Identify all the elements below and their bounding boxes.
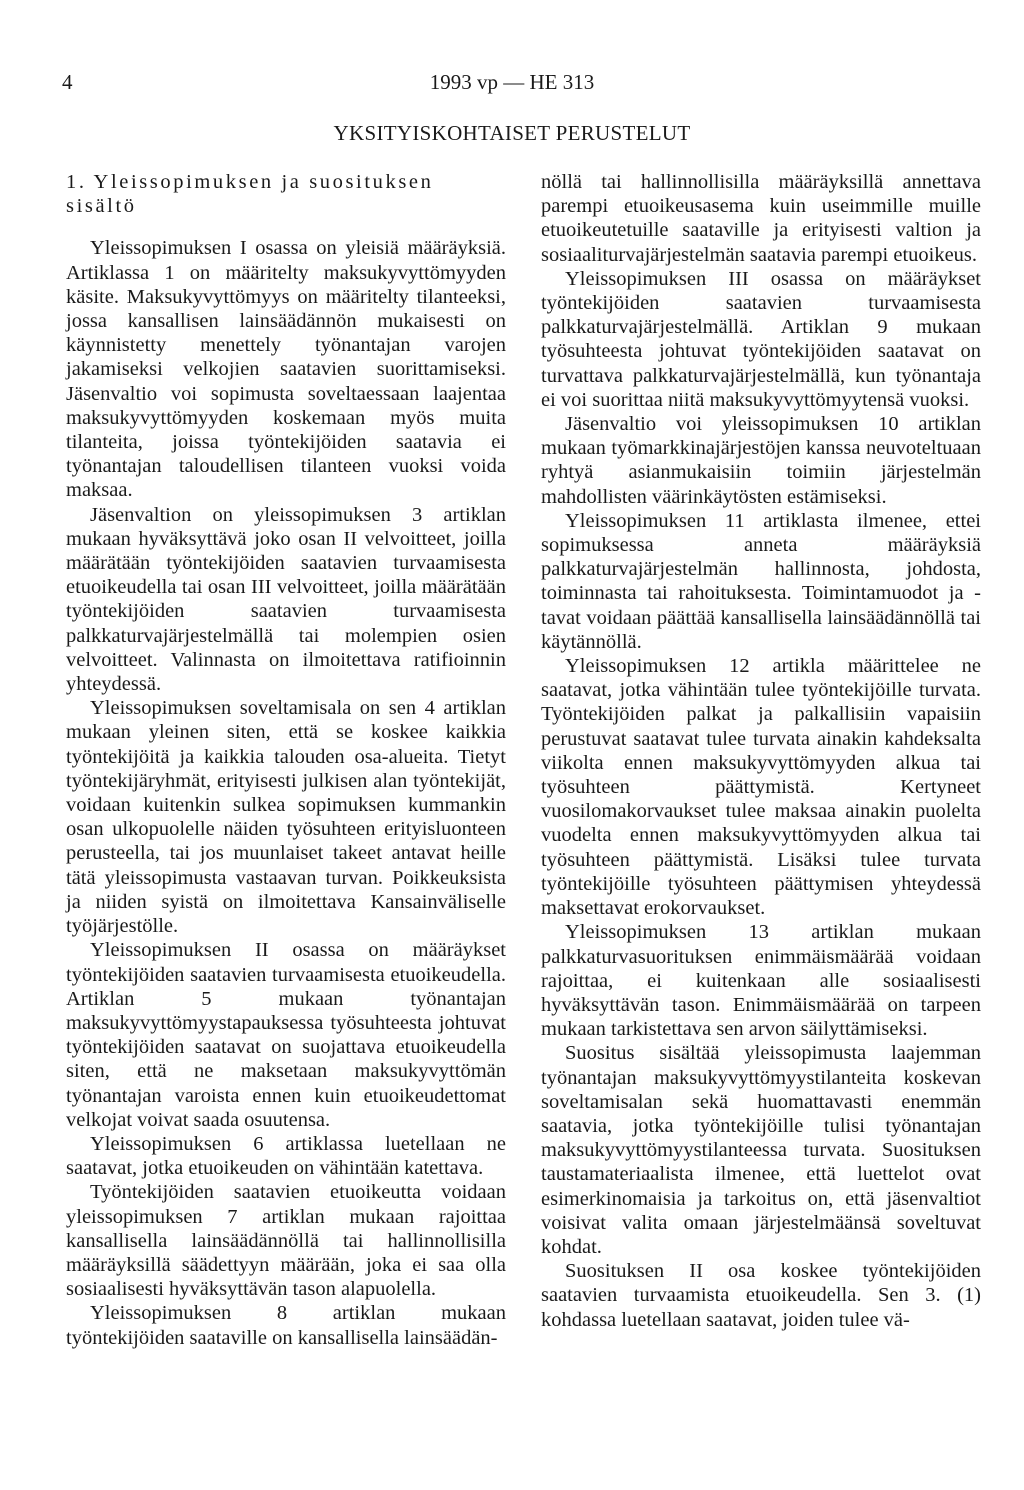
paragraph: Yleissopimuksen 13 artiklan mukaan palkkaturvasuorituksen enimmäismäärää voidaan rajoittaa, ei kuitenkaan alle sosiaalisesti hyväksyttävän tason. Enimmäismäärää on tarpeen mukaan tarkistettava sen arvon säilyttämiseksi. <box>541 921 981 1041</box>
paragraph: Suosituksen II osa koskee työntekijöiden saatavien turvaamista etuoikeudella. Sen 3. (1) kohdassa luetellaan saatavat, joiden tulee vä- <box>541 1260 981 1331</box>
paragraph: Jäsenvaltio voi yleissopimuksen 10 artiklan mukaan työmarkkinajärjestöjen kanssa neuvoteltuaan ryhtyä asianmukaisiin toimiin järjestelmän mahdollisten väärinkäytösten estämiseksi. <box>541 413 981 508</box>
paragraph: Yleissopimuksen II osassa on määräykset työntekijöiden saatavien turvaamisesta etuoikeudella. Artiklan 5 mukaan työnantajan maksukyvyttömyystapauksessa työsuhteesta johtuvat työntekijöiden saatavat on suojattava etuoikeudella siten, että ne maksetaan maksukyvyttömän työnantajan varoista ennen kuin etuoikeudettomat velkojat voivat saada osuutensa. <box>66 939 506 1131</box>
paragraph: Yleissopimuksen 11 artiklasta ilmenee, ettei sopimuksessa anneta määräyksiä palkkaturvajärjestelmän hallinnosta, johdosta, toiminnasta tai rahoituksesta. Toimintamuodot ja -tavat voidaan päättää kansallisella lainsäädännöllä tai käytännöllä. <box>541 509 981 653</box>
paragraph: Jäsenvaltion on yleissopimuksen 3 artiklan mukaan hyväksyttävä joko osan II velvoitteet, joilla määrätään työntekijöiden saatavien turvaamisesta etuoikeudella tai osan III velvoitteet, joilla määrätään työntekijöiden saatavien turvaamisesta palkkaturvajärjestelmällä tai molempien osien velvoitteet. Valinnasta on ilmoitettava ratifioinnin yhteydessä. <box>66 503 506 696</box>
page-number: 4 <box>62 70 73 94</box>
paragraph: Yleissopimuksen 12 artikla määrittelee ne saatavat, jotka vähintään tulee työntekijöille turvata. Työntekijöiden palkat ja palkallisiin vapaisiin perustuvat saatavat tulee turvata ainakin kahdeksalta viikolta ennen maksukyvyttömyyden alkua tai työsuhteen päättymistä. Kertyneet vuosilomakorvaukset tulee maksaa ainakin puolelta vuodelta ennen maksukyvyttömyyden alkua tai työsuhteen päättymistä. Lisäksi tulee turvata työntekijöille työsuhteen päättymisen yhteydessä maksettavat erokorvaukset. <box>541 655 981 920</box>
paragraph: Yleissopimuksen 6 artiklassa luetellaan ne saatavat, jotka etuoikeuden on vähintään katettava. <box>66 1132 506 1180</box>
left-column <box>66 170 506 1350</box>
paragraph-continuation: nöllä tai hallinnollisilla määräyksillä annettava parempi etuoikeusasema kuin useimmille muille etuoikeutetuille saataville ja erityisesti valtion ja sosiaaliturvajärjestelmän saatavia parempi etuoikeus. <box>541 171 981 266</box>
section-title: YKSITYISKOHTAISET PERUSTELUT <box>333 121 691 145</box>
section-heading: 1. Yleissopimuksen ja suosituksen sisältö <box>66 171 434 218</box>
running-head: 1993 vp — HE 313 <box>429 70 595 94</box>
paragraph: Yleissopimuksen III osassa on määräykset työntekijöiden saatavien turvaamisesta palkkaturvajärjestelmällä. Artiklan 9 mukaan työsuhteesta johtuvat työntekijöiden saatavat on turvattava palkkaturvajärjestelmällä, kun työnantaja ei voi suorittaa niitä maksukyvyttömyytensä vuoksi. <box>541 267 981 411</box>
paragraph: Työntekijöiden saatavien etuoikeutta voidaan yleissopimuksen 7 artiklan mukaan rajoittaa kansallisella lainsäädännöllä tai hallinnollisilla määräyksillä säädettyyn määrään, joka ei saa olla sosiaalisesti hyväksyttävän tason alapuolella. <box>66 1181 506 1301</box>
paragraph: Yleissopimuksen 8 artiklan mukaan työntekijöiden saataville on kansallisella lainsäädän- <box>66 1302 506 1349</box>
paragraph: Yleissopimuksen soveltamisala on sen 4 artiklan mukaan yleinen siten, että se koskee kaikkia työntekijöitä ja kaikkia talouden osa-alueita. Tietyt työntekijäryhmät, erityisesti julkisen alan työntekijät, voidaan kuitenkin sulkea sopimuksen kummankin osan ulkopuolelle näiden työsuhteen erityisluonteen perusteella, tai jos muunlaiset takeet antavat heille tätä yleissopimusta vastaavan turvan. Poikkeuksista ja niiden syistä on ilmoitettava Kansainväliselle työjärjestölle. <box>66 697 506 938</box>
right-column <box>541 170 981 1332</box>
paragraph: Yleissopimuksen I osassa on yleisiä määräyksiä. Artiklassa 1 on määritelty maksukyvyttömyyden käsite. Maksukyvyttömyys on määritelty tilanteeksi, jossa kansallisen lainsäädännön mukaisesti on käynnistetty menettely työnantajan varojen jakamiseksi velkojien saatavien suorittamiseksi. Jäsenvaltio voi sopimusta soveltaessaan laajentaa maksukyvyttömyyden koskemaan myös muita tilanteita, joissa työntekijöiden saatavia ei työnantajan taloudellisen tilanteen vuoksi voida maksaa. <box>66 237 506 502</box>
paragraph: Suositus sisältää yleissopimusta laajemman työnantajan maksukyvyttömyystilanteita koskevan soveltamisalan sekä huomattavasti enemmän saatavia, jotka työntekijöille tulisi työnantajan maksukyvyttömyystilanteessa turvata. Suosituksen taustamateriaalista ilmenee, että luettelot ovat esimerkinomaisia ja tarkoitus on, että jäsenvaltiot voisivat valita omaan järjestelmäänsä soveltuvat kohdat. <box>541 1042 981 1258</box>
